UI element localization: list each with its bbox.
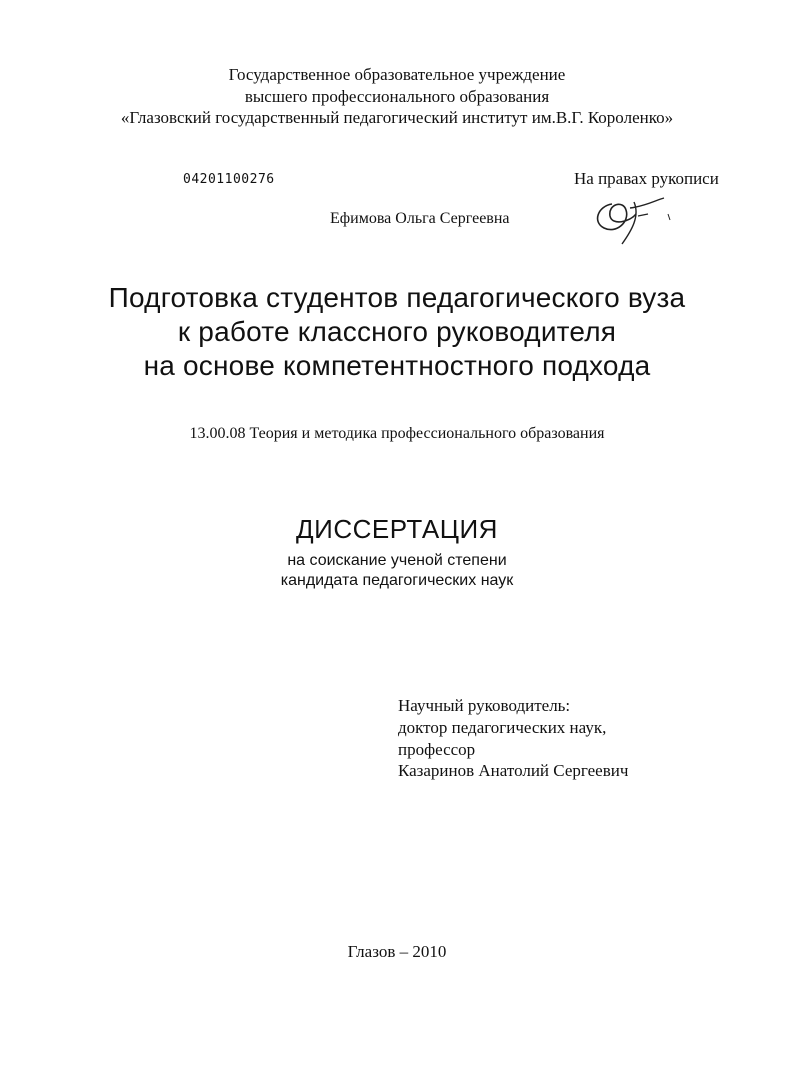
advisor-line-1: Научный руководитель: bbox=[398, 696, 571, 715]
title-line-2: к работе классного руководителя bbox=[177, 316, 617, 347]
institution-line-1: Государственное образовательное учреждение bbox=[228, 65, 566, 84]
document-type: ДИССЕРТАЦИЯ bbox=[296, 514, 498, 544]
degree-line-2: кандидата педагогических наук bbox=[280, 572, 514, 589]
city-year: Глазов – 2010 bbox=[347, 942, 447, 961]
advisor-line-4: Казаринов Анатолий Сергеевич bbox=[398, 761, 629, 780]
specialty: 13.00.08 Теория и методика профессионального образования bbox=[189, 425, 605, 442]
signature-icon bbox=[590, 186, 680, 248]
degree-line-1: на соискание ученой степени bbox=[287, 552, 507, 569]
advisor-line-2: доктор педагогических наук, bbox=[398, 718, 607, 737]
advisor-line-3: профессор bbox=[398, 740, 476, 759]
registry-code: 04201100276 bbox=[183, 172, 275, 187]
institution-line-3: «Глазовский государственный педагогический институт им.В.Г. Короленко» bbox=[120, 108, 674, 127]
manuscript-note: На правах рукописи bbox=[574, 169, 719, 188]
title-line-1: Подготовка студентов педагогического вуза bbox=[108, 282, 686, 313]
author-name: Ефимова Ольга Сергеевна bbox=[330, 210, 510, 227]
institution-line-2: высшего профессионального образования bbox=[244, 87, 550, 106]
title-line-3: на основе компетентностного подхода bbox=[143, 350, 651, 381]
